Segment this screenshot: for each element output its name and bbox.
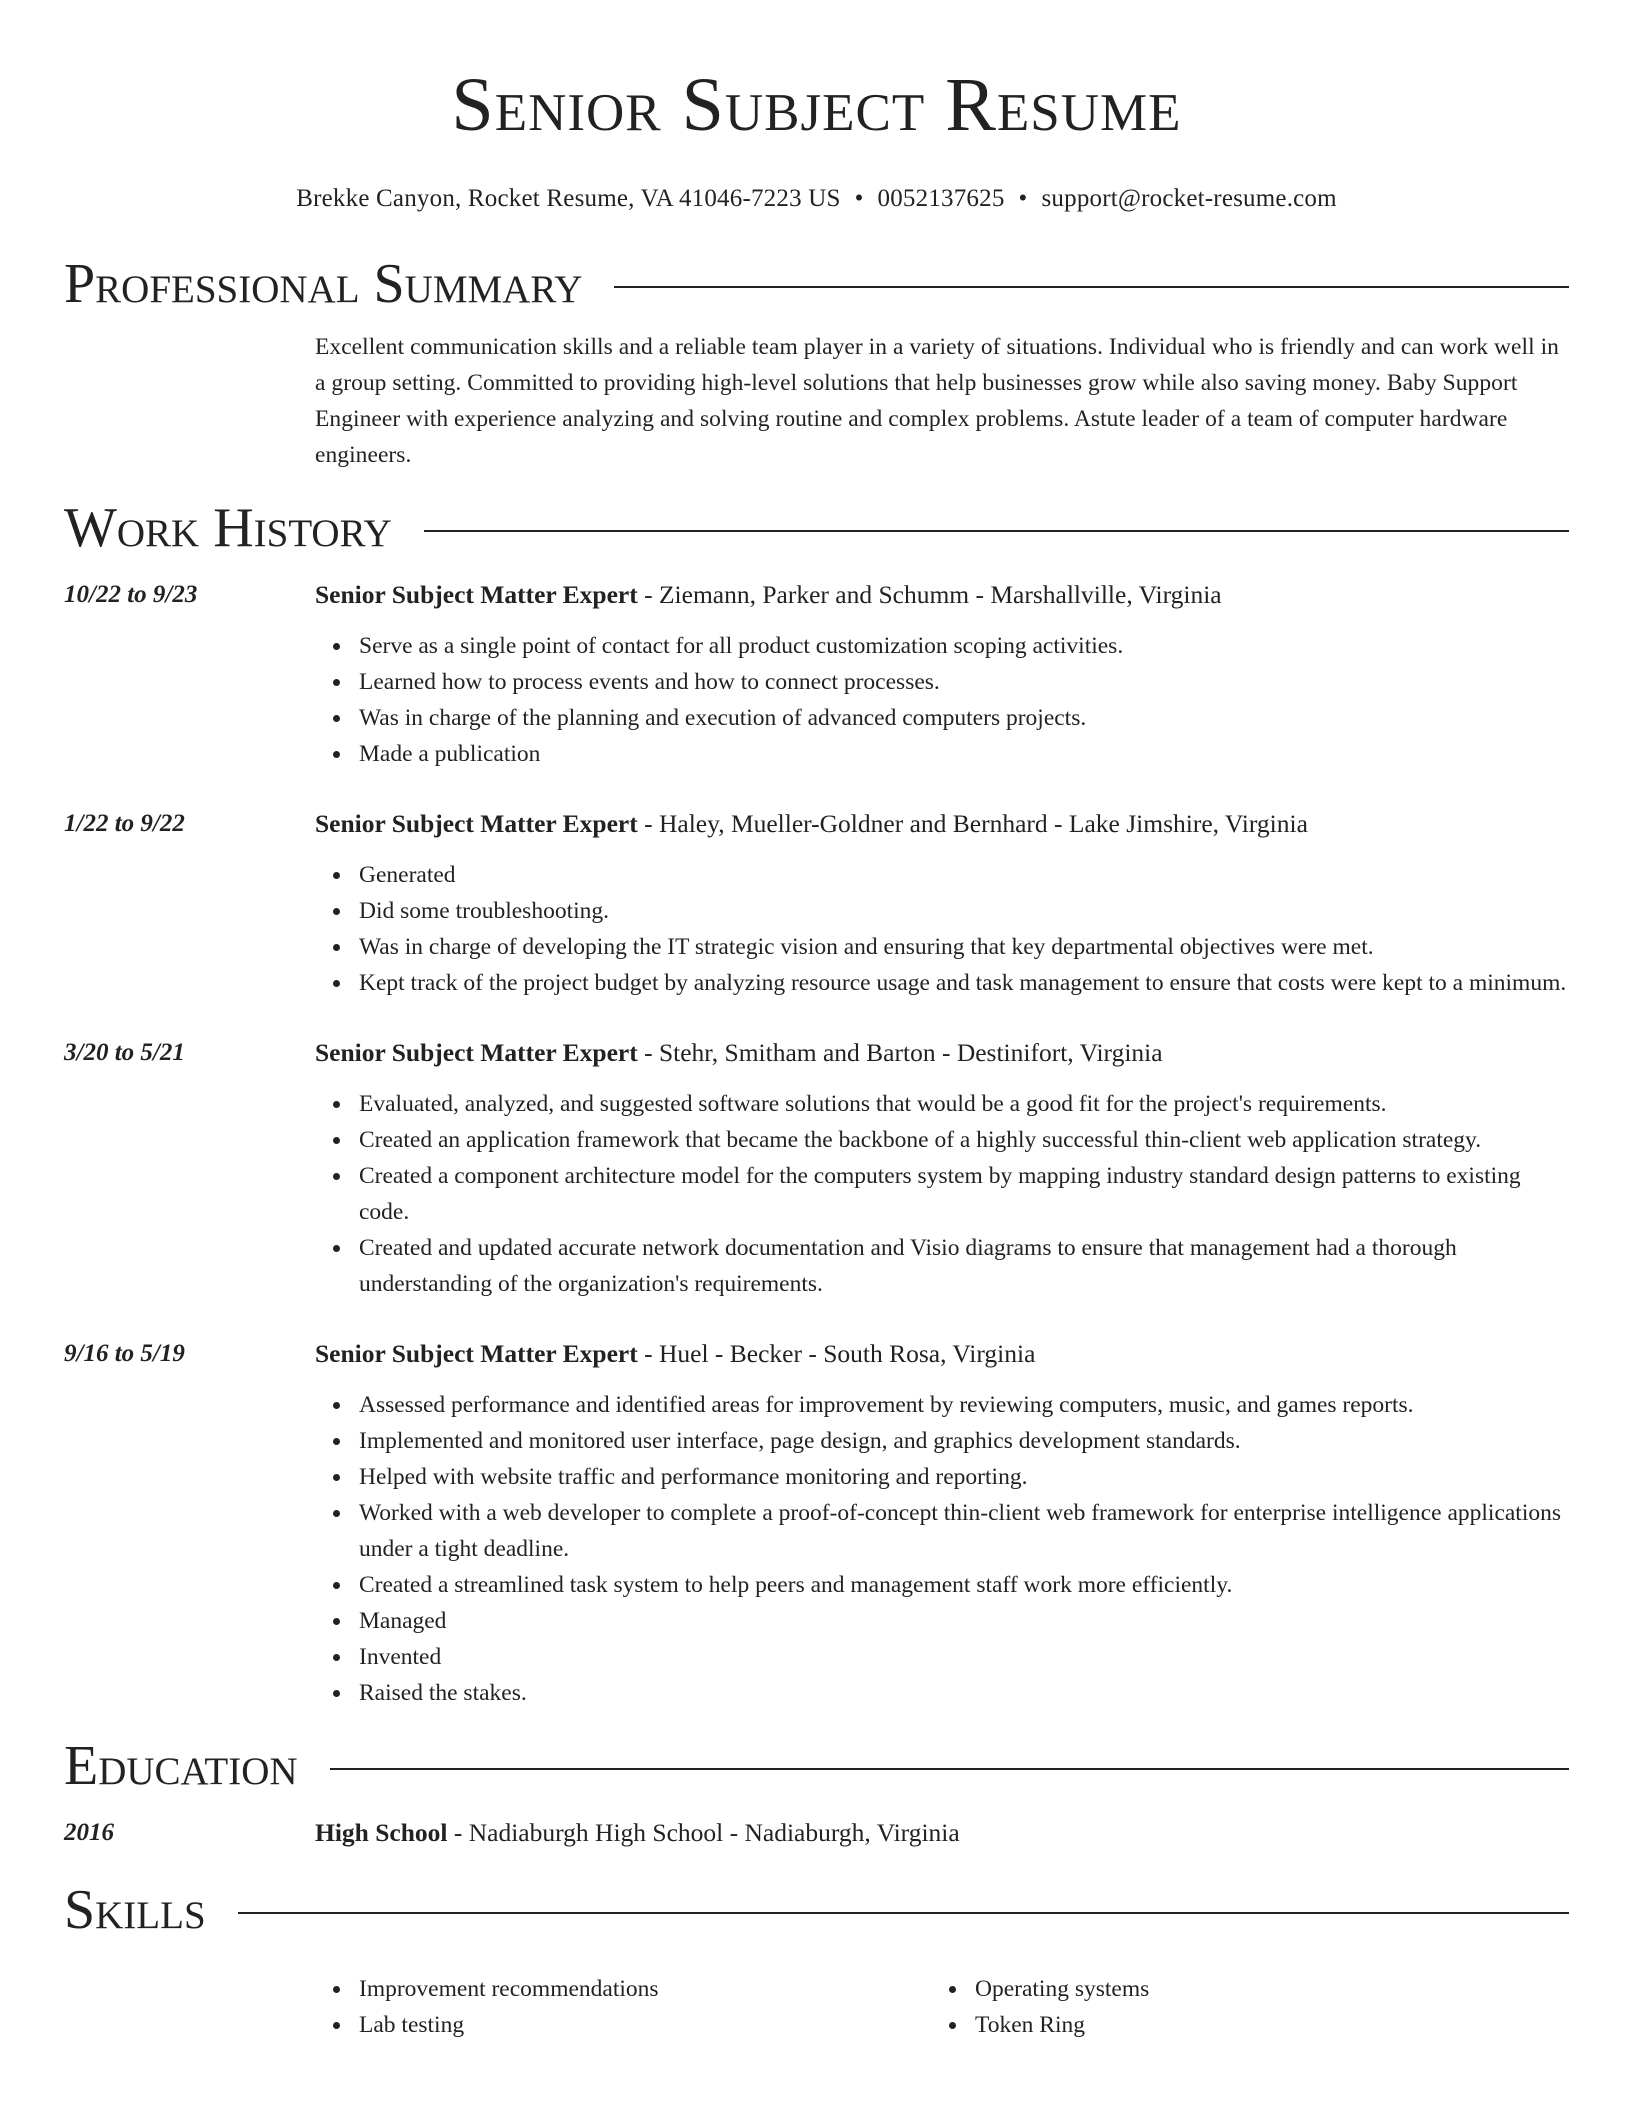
education-details: - Nadiaburgh High School - Nadiaburgh, Virginia xyxy=(447,1818,960,1847)
skill-item: Token Ring xyxy=(931,2007,1547,2043)
section-title-summary: Professional Summary xyxy=(64,253,583,315)
section-title-work: Work History xyxy=(64,497,392,559)
job-details: - Ziemann, Parker and Schumm - Marshallville, Virginia xyxy=(637,580,1222,609)
job-bullets xyxy=(315,857,1569,1001)
skills-list xyxy=(315,1971,1569,2043)
list-item: Helped with website traffic and performance monitoring and reporting. xyxy=(315,1459,1569,1495)
list-item: Created a component architecture model for the computers system by mapping industry standard design patterns to existing code. xyxy=(315,1158,1569,1230)
list-item: Invented xyxy=(315,1639,1569,1675)
job-entry xyxy=(64,806,1569,1001)
list-item: Raised the stakes. xyxy=(315,1675,1569,1711)
contact-separator: • xyxy=(854,185,864,212)
section-education-header xyxy=(64,1731,1569,1801)
list-item: Created an application framework that became the backbone of a highly successful thin-client web application strategy. xyxy=(315,1122,1569,1158)
section-title-education: Education xyxy=(64,1735,298,1797)
section-skills-header xyxy=(64,1875,1569,1945)
job-heading xyxy=(315,1336,1569,1372)
list-item: Implemented and monitored user interface, page design, and graphics development standards. xyxy=(315,1423,1569,1459)
education-entry xyxy=(64,1815,1569,1851)
contact-line xyxy=(64,183,1569,215)
job-details: - Haley, Mueller-Goldner and Bernhard - Lake Jimshire, Virginia xyxy=(637,809,1308,838)
summary-text: Excellent communication skills and a reliable team player in a variety of situations. Individual who is friendly and can work well in a group setting. Committed to providing high-level solutions that help businesses grow while also saving money. Baby Support Engineer with experience analyzing and solving routine and complex problems. Astute leader of a team of computer hardware engineers. xyxy=(315,334,1559,468)
section-divider xyxy=(330,1768,1569,1770)
job-title: Senior Subject Matter Expert xyxy=(315,1038,638,1067)
section-divider xyxy=(614,286,1569,288)
skill-item: Operating systems xyxy=(931,1971,1547,2007)
job-entry xyxy=(64,1336,1569,1711)
list-item: Worked with a web developer to complete a proof-of-concept thin-client web framework for enterprise intelligence applications under a tight deadline. xyxy=(315,1495,1569,1567)
list-item: Created and updated accurate network documentation and Visio diagrams to ensure that management had a thorough understanding of the organization's requirements. xyxy=(315,1230,1569,1302)
list-item: Was in charge of the planning and execution of advanced computers projects. xyxy=(315,700,1569,736)
job-title: Senior Subject Matter Expert xyxy=(315,1339,638,1368)
job-details: - Huel - Becker - South Rosa, Virginia xyxy=(637,1339,1036,1368)
section-divider xyxy=(424,530,1569,532)
job-title: Senior Subject Matter Expert xyxy=(315,809,638,838)
section-work-header xyxy=(64,493,1569,563)
job-entry xyxy=(64,1035,1569,1302)
job-dates: 10/22 to 9/23 xyxy=(64,581,198,608)
list-item: Serve as a single point of contact for all product customization scoping activities. xyxy=(315,628,1569,664)
job-bullets xyxy=(315,1086,1569,1302)
section-divider xyxy=(238,1912,1569,1914)
job-entry xyxy=(64,577,1569,772)
job-bullets xyxy=(315,1387,1569,1711)
contact-email: support@rocket-resume.com xyxy=(1041,185,1337,212)
contact-phone: 0052137625 xyxy=(877,185,1005,212)
job-dates: 9/16 to 5/19 xyxy=(64,1340,185,1367)
list-item: Created a streamlined task system to help peers and management staff work more efficiently. xyxy=(315,1567,1569,1603)
section-summary-header xyxy=(64,249,1569,319)
list-item: Learned how to process events and how to connect processes. xyxy=(315,664,1569,700)
job-heading xyxy=(315,806,1569,842)
job-details: - Stehr, Smitham and Barton - Destinifort, Virginia xyxy=(637,1038,1163,1067)
education-heading xyxy=(315,1815,1569,1851)
contact-address: Brekke Canyon, Rocket Resume, VA 41046-7223 US xyxy=(296,185,841,212)
job-dates: 1/22 to 9/22 xyxy=(64,810,185,837)
skill-item: Improvement recommendations xyxy=(315,1971,931,2007)
resume-name: Senior Subject Resume xyxy=(451,63,1182,147)
list-item: Kept track of the project budget by analyzing resource usage and task management to ensure that costs were kept to a minimum. xyxy=(315,965,1569,1001)
skill-item: Lab testing xyxy=(315,2007,931,2043)
list-item: Evaluated, analyzed, and suggested software solutions that would be a good fit for the project's requirements. xyxy=(315,1086,1569,1122)
job-bullets xyxy=(315,628,1569,772)
list-item: Generated xyxy=(315,857,1569,893)
job-heading xyxy=(315,1035,1569,1071)
education-date: 2016 xyxy=(64,1819,114,1846)
job-title: Senior Subject Matter Expert xyxy=(315,580,638,609)
contact-separator: • xyxy=(1018,185,1028,212)
list-item: Made a publication xyxy=(315,736,1569,772)
job-heading xyxy=(315,577,1569,613)
list-item: Did some troubleshooting. xyxy=(315,893,1569,929)
job-dates: 3/20 to 5/21 xyxy=(64,1039,185,1066)
skills-column-right xyxy=(931,1971,1547,2043)
skills-column-left xyxy=(315,1971,931,2043)
education-degree: High School xyxy=(315,1818,448,1847)
section-title-skills: Skills xyxy=(64,1879,206,1941)
list-item: Was in charge of developing the IT strategic vision and ensuring that key departmental objectives were met. xyxy=(315,929,1569,965)
list-item: Managed xyxy=(315,1603,1569,1639)
list-item: Assessed performance and identified areas for improvement by reviewing computers, music, and games reports. xyxy=(315,1387,1569,1423)
